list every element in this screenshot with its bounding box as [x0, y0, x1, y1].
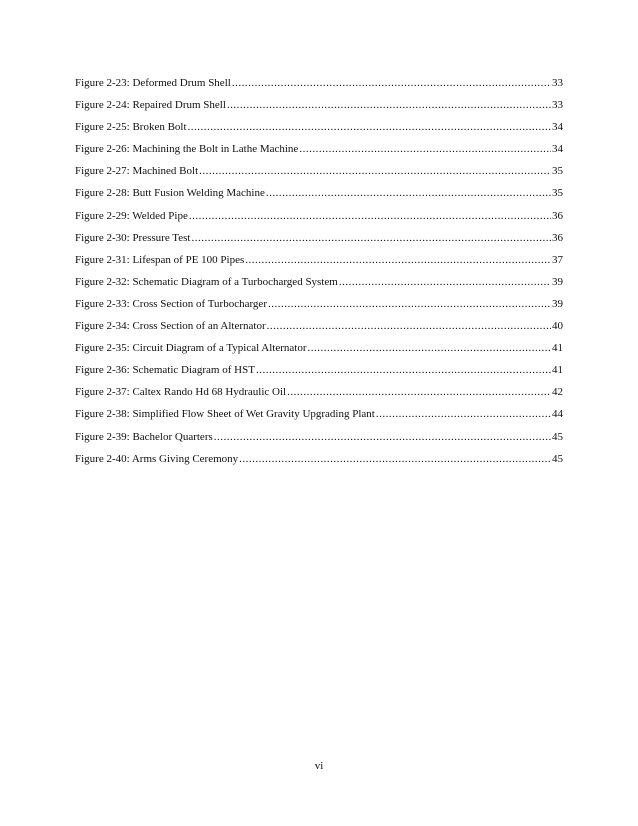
toc-entry-title: Figure 2-24: Repaired Drum Shell [75, 99, 226, 112]
toc-entry-title: Figure 2-27: Machined Bolt [75, 165, 199, 178]
toc-entry-page: 41 [552, 342, 563, 355]
toc-entry[interactable] [75, 182, 563, 204]
toc-entry-page: 37 [552, 253, 563, 266]
toc-entry-title: Figure 2-28: Butt Fusion Welding Machine [75, 187, 265, 200]
toc-dot-leader [188, 116, 551, 138]
toc-entry[interactable] [75, 403, 563, 425]
toc-dot-leader [266, 182, 551, 204]
toc-entry[interactable] [75, 94, 563, 116]
toc-entry-title: Figure 2-33: Cross Section of Turbocharger [75, 297, 267, 310]
toc-dot-leader [299, 138, 551, 160]
toc-entry-title: Figure 2-30: Pressure Test [75, 231, 191, 244]
toc-entry[interactable] [75, 381, 563, 403]
toc-entry[interactable] [75, 72, 563, 94]
toc-entry-page: 33 [552, 77, 563, 89]
toc-entry[interactable] [75, 205, 563, 227]
toc-entry-title: Figure 2-25: Broken Bolt [75, 121, 187, 134]
toc-entry-page: 40 [552, 320, 563, 333]
toc-entry-title: Figure 2-34: Cross Section of an Alternator [75, 320, 266, 333]
toc-entry-title: Figure 2-39: Bachelor Quarters [75, 430, 213, 443]
toc-entry-page: 45 [552, 430, 563, 443]
toc-dot-leader [376, 403, 551, 425]
toc-entry-title: Figure 2-23: Deformed Drum Shell [75, 77, 231, 89]
toc-entry[interactable] [75, 138, 563, 160]
toc-entry-title: Figure 2-29: Welded Pipe [75, 209, 188, 222]
toc-entry-title: Figure 2-38: Simplified Flow Sheet of Wet Gravity Upgrading Plant [75, 408, 375, 421]
toc-dot-leader [256, 359, 551, 381]
toc-dot-leader [245, 249, 551, 271]
list-of-figures [75, 72, 563, 470]
toc-dot-leader [189, 205, 551, 227]
toc-entry-title: Figure 2-35: Circuit Diagram of a Typical Alternator [75, 342, 307, 355]
toc-entry-page: 34 [552, 121, 563, 134]
toc-entry[interactable] [75, 315, 563, 337]
toc-entry-title: Figure 2-32: Schematic Diagram of a Turbocharged System [75, 275, 338, 288]
toc-entry-page: 35 [552, 165, 563, 178]
toc-dot-leader [339, 271, 551, 293]
toc-dot-leader [308, 337, 552, 359]
toc-entry-page: 39 [552, 297, 563, 310]
toc-entry-page: 34 [552, 143, 563, 156]
toc-entry[interactable] [75, 359, 563, 381]
toc-entry-title: Figure 2-26: Machining the Bolt in Lathe Machine [75, 143, 299, 156]
toc-dot-leader [227, 94, 551, 116]
toc-entry-page: 39 [552, 275, 563, 288]
toc-entry[interactable] [75, 227, 563, 249]
toc-entry-page: 44 [552, 408, 563, 421]
toc-entry-title: Figure 2-31: Lifespan of PE 100 Pipes [75, 253, 245, 266]
toc-entry[interactable] [75, 426, 563, 448]
toc-entry-page: 41 [552, 364, 563, 377]
toc-dot-leader [232, 72, 551, 94]
toc-entry-page: 45 [552, 452, 563, 465]
toc-entry[interactable] [75, 448, 563, 470]
toc-dot-leader [268, 293, 551, 315]
toc-dot-leader [239, 448, 551, 470]
toc-dot-leader [199, 160, 551, 182]
toc-dot-leader [287, 381, 551, 403]
toc-entry-title: Figure 2-40: Arms Giving Ceremony [75, 452, 239, 465]
toc-entry[interactable] [75, 293, 563, 315]
toc-entry[interactable] [75, 160, 563, 182]
toc-entry[interactable] [75, 337, 563, 359]
toc-entry-title: Figure 2-36: Schematic Diagram of HST [75, 364, 255, 377]
toc-entry-page: 36 [552, 231, 563, 244]
toc-entry-page: 42 [552, 386, 563, 399]
toc-entry[interactable] [75, 249, 563, 271]
page-number: vi [314, 760, 324, 772]
toc-dot-leader [191, 227, 551, 249]
toc-dot-leader [267, 315, 551, 337]
toc-entry-title: Figure 2-37: Caltex Rando Hd 68 Hydraulic Oil [75, 386, 287, 399]
toc-dot-leader [214, 426, 551, 448]
toc-entry-page: 36 [552, 209, 563, 222]
toc-entry-page: 33 [552, 99, 563, 112]
toc-entry-page: 35 [552, 187, 563, 200]
toc-entry[interactable] [75, 271, 563, 293]
toc-entry[interactable] [75, 116, 563, 138]
